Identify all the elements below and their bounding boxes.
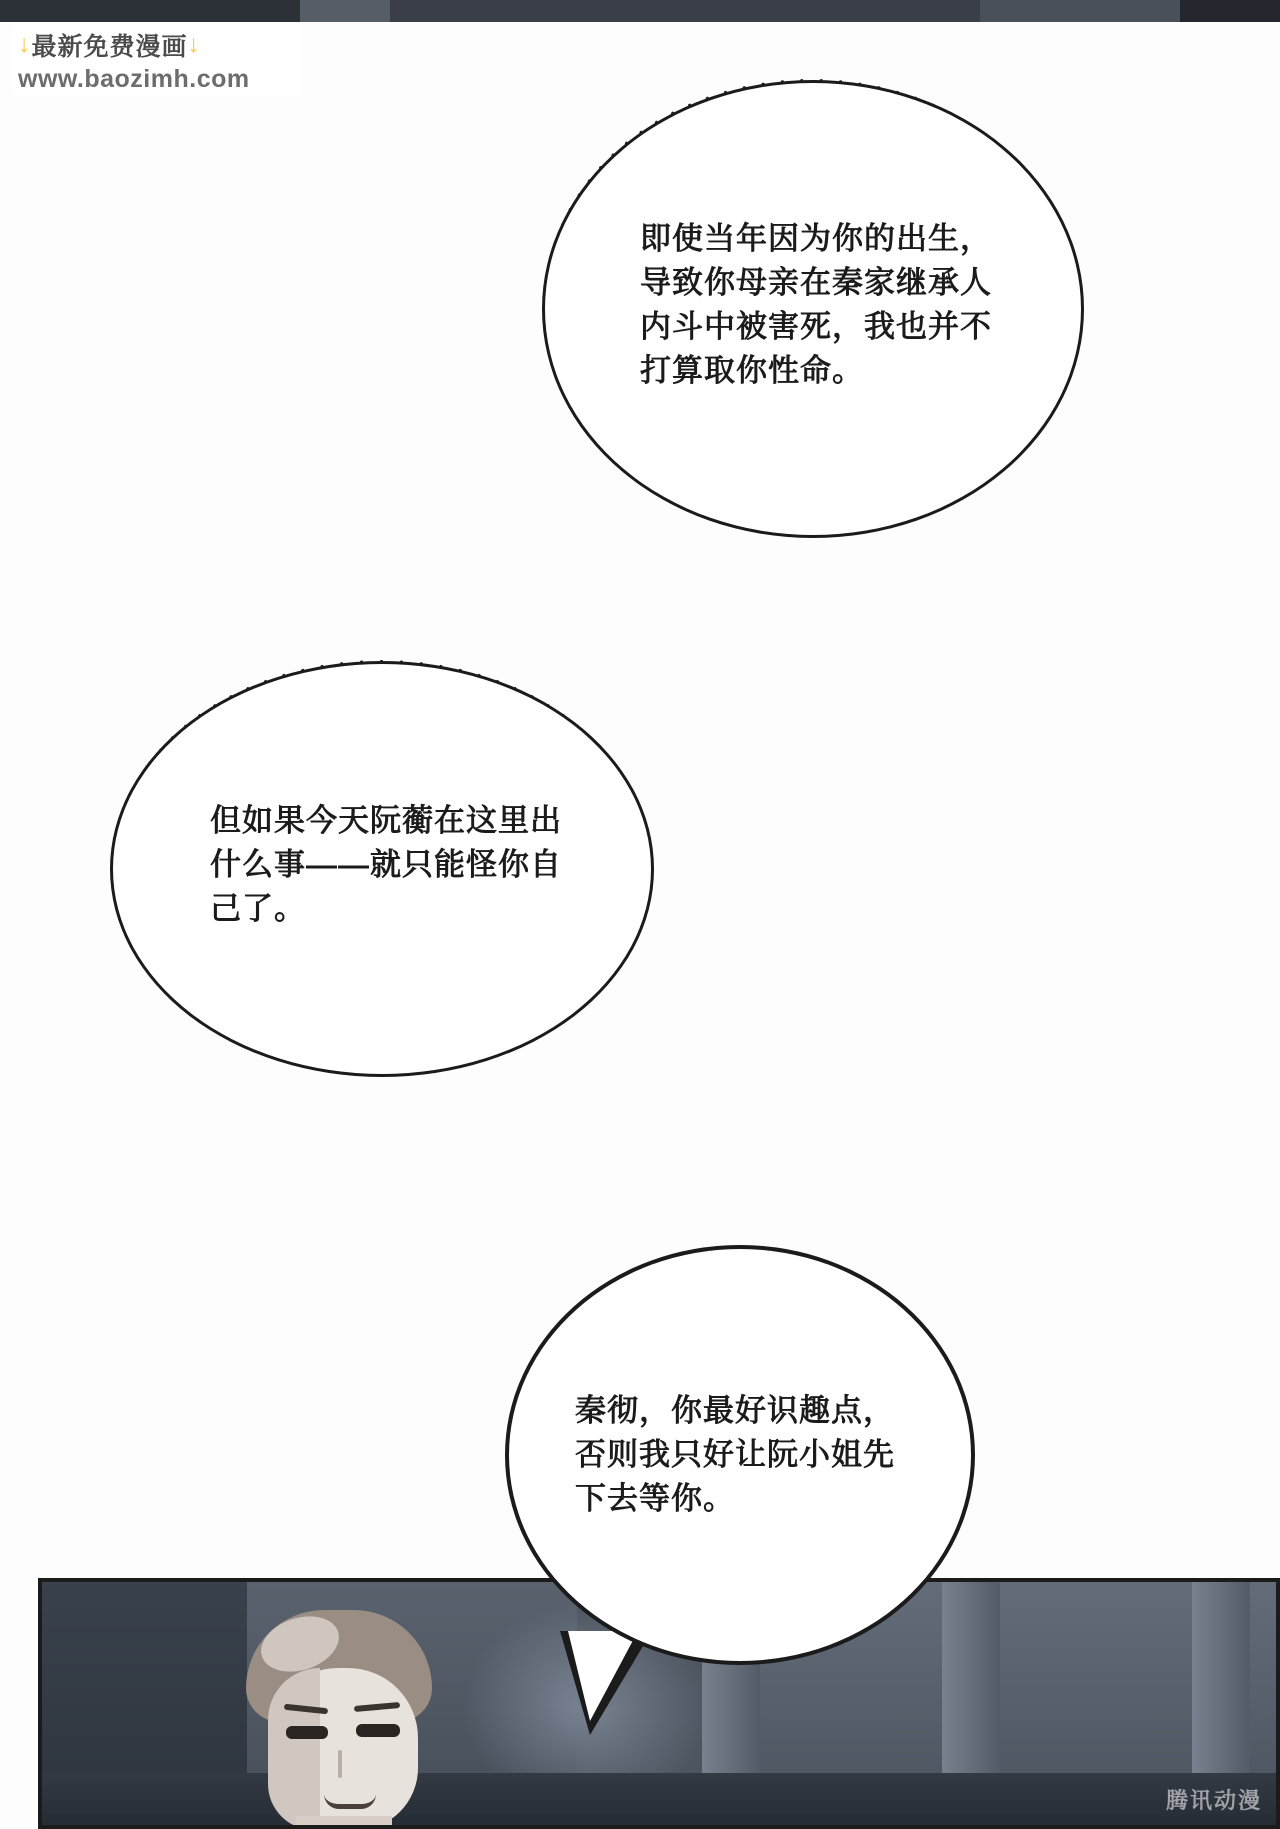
- character-nose: [338, 1750, 342, 1778]
- strip-segment-left: [0, 0, 300, 22]
- character-mouth: [324, 1794, 376, 1809]
- watermark-top-left: [12, 24, 302, 96]
- watermark-bottom-right: 腾讯动漫: [1165, 1788, 1262, 1813]
- strip-segment-mid: [980, 0, 1180, 22]
- panel-edge-strip: [0, 0, 1280, 22]
- character-young-man: [238, 1610, 453, 1829]
- watermark-url: www.baozimh.com: [18, 64, 250, 93]
- character-eye-right: [356, 1724, 400, 1737]
- bubble-text-3: 秦彻，你最好识趣点，否则我只好让阮小姐先下去等你。: [575, 1392, 895, 1516]
- character-face-shadow: [268, 1668, 320, 1829]
- bubble-tail-3: [560, 1631, 652, 1735]
- arrow-down-icon-left: ↓: [18, 30, 32, 58]
- arrow-down-icon-right: ↓: [187, 30, 202, 58]
- speech-bubble-1: [490, 30, 1130, 580]
- character-eye-left: [286, 1726, 328, 1739]
- floor: [42, 1773, 1276, 1825]
- bubble-text-1: 即使当年因为你的出生，导致你母亲在秦家继承人内斗中被害死，我也并不打算取你性命。: [640, 220, 992, 389]
- character-neck: [296, 1816, 392, 1829]
- strip-segment-right: [1180, 0, 1280, 22]
- bubble-text-2: 但如果今天阮蘅在这里出什么事——就只能怪你自己了。: [210, 802, 562, 926]
- speech-bubble-3: [505, 1245, 975, 1665]
- watermark-title: 最新免费漫画: [31, 32, 188, 61]
- watermark-line1-row: [18, 27, 296, 63]
- speech-bubble-2: [60, 615, 700, 1115]
- strip-segment-light: [300, 0, 390, 22]
